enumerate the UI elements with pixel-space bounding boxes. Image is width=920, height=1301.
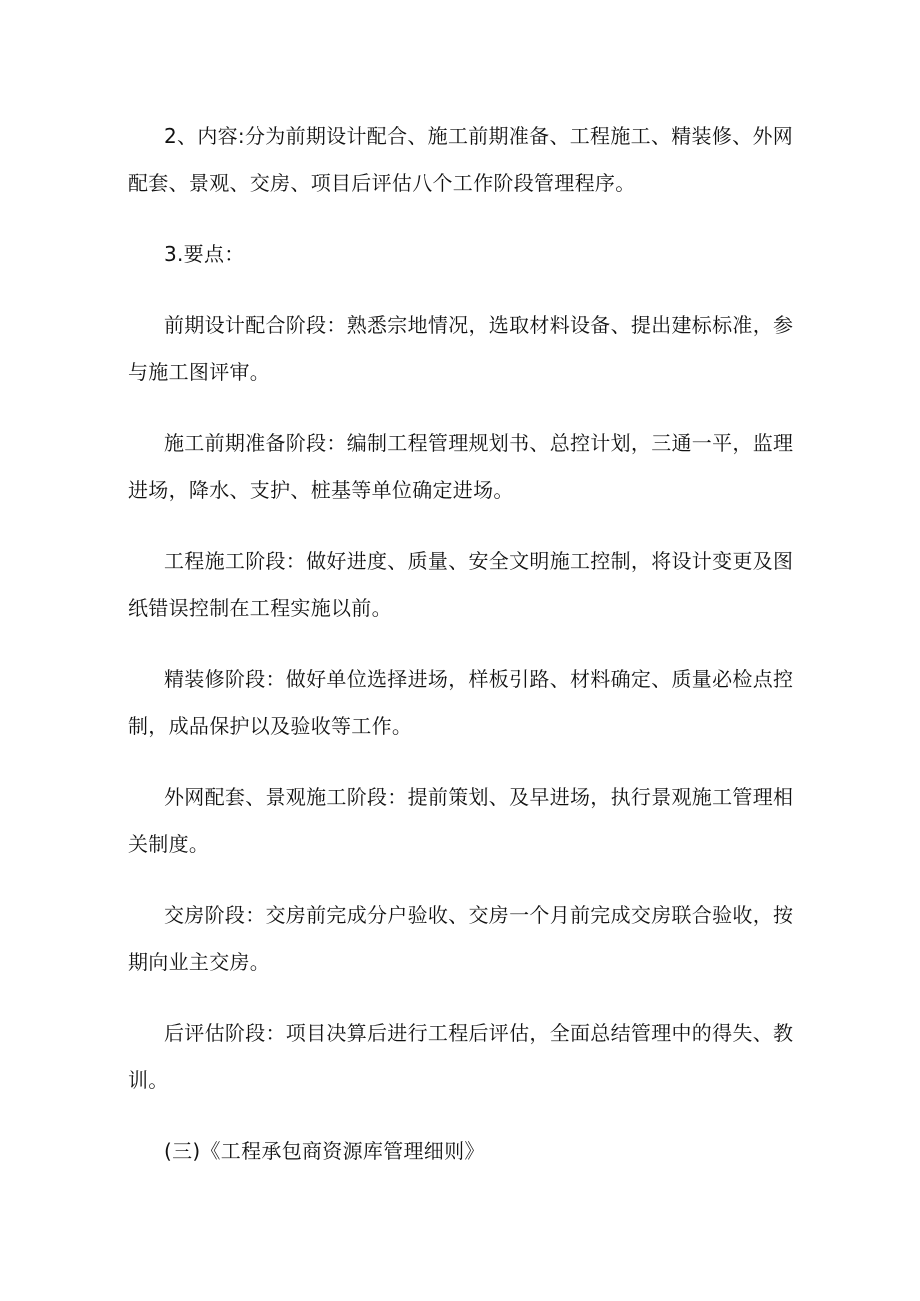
paragraph-content: 2、内容:分为前期设计配合、施工前期准备、工程施工、精装修、外网配套、景观、交房、项目后评估八个工作阶段管理程序。	[128, 124, 794, 195]
paragraph-preparation-stage: 施工前期准备阶段：编制工程管理规划书、总控计划，三通一平，监理进场，降水、支护、桩基等单位确定进场。	[128, 431, 794, 502]
paragraph-construction-stage: 工程施工阶段：做好进度、质量、安全文明施工控制，将设计变更及图纸错误控制在工程实施以前。	[128, 549, 794, 620]
section-heading: (三)《工程承包商资源库管理细则》	[164, 1139, 485, 1163]
paragraph-decoration-stage: 精装修阶段：做好单位选择进场，样板引路、材料确定、质量必检点控制，成品保护以及验收等工作。	[128, 667, 794, 738]
paragraph-evaluation-stage: 后评估阶段：项目决算后进行工程后评估，全面总结管理中的得失、教训。	[128, 1021, 794, 1092]
paragraph-key-points: 3.要点：	[164, 242, 245, 266]
paragraph-landscape-stage: 外网配套、景观施工阶段：提前策划、及早进场，执行景观施工管理相关制度。	[128, 785, 794, 856]
paragraph-handover-stage: 交房阶段：交房前完成分户验收、交房一个月前完成交房联合验收，按期向业主交房。	[128, 903, 794, 974]
paragraph-design-stage: 前期设计配合阶段：熟悉宗地情况，选取材料设备、提出建标标准，参与施工图评审。	[128, 313, 794, 384]
